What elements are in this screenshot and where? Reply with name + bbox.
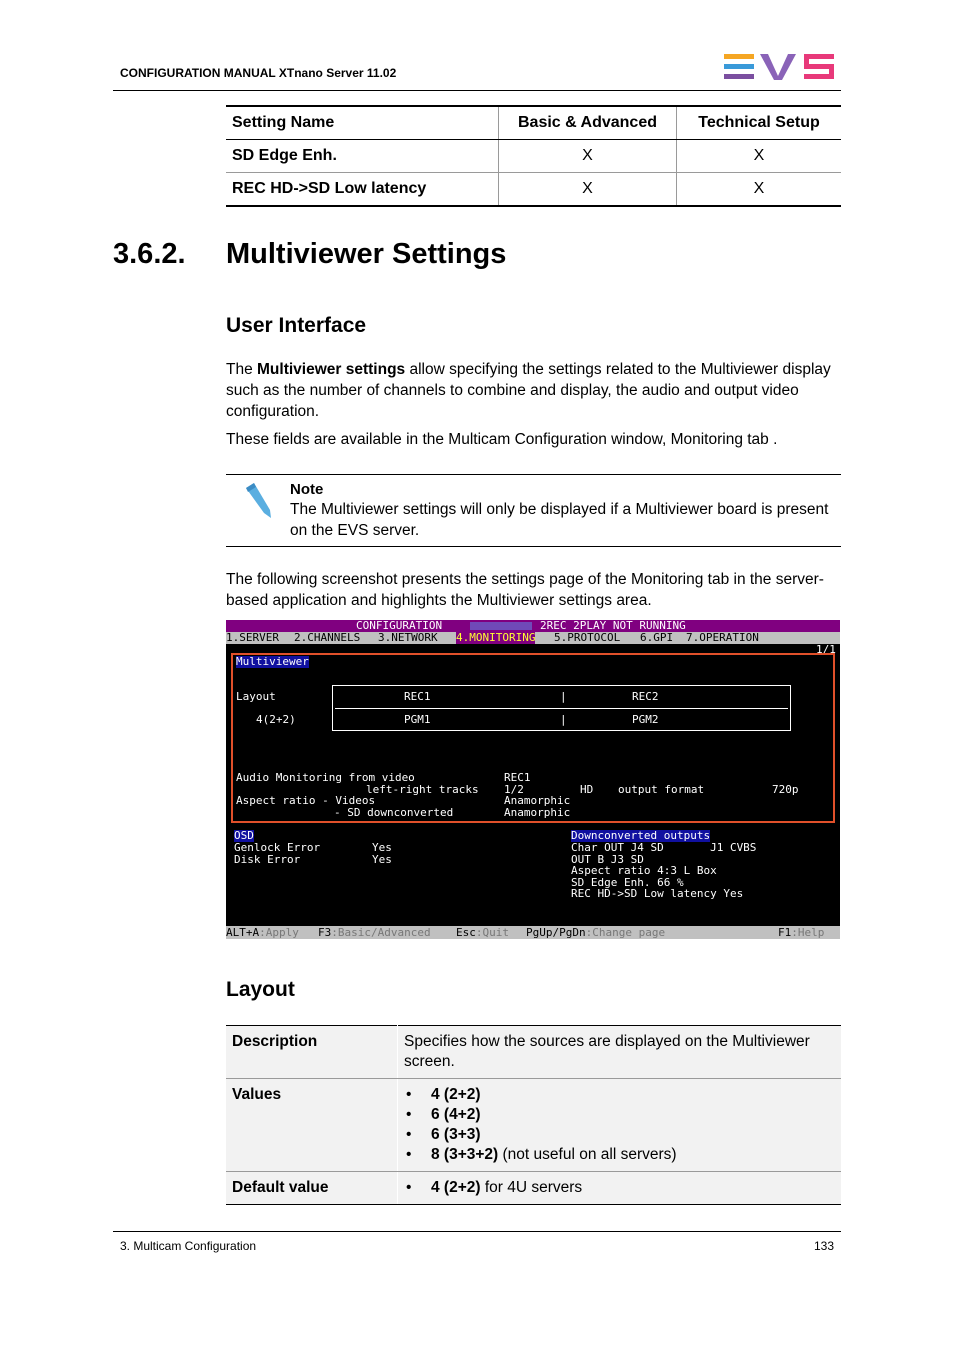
header-rule <box>113 90 841 91</box>
table-row <box>226 140 841 173</box>
description-value: Specifies how the sources are displayed on the Multiviewer screen. <box>398 1026 842 1079</box>
shortcut-apply[interactable] <box>226 927 299 939</box>
section-number: 3.6.2. <box>113 238 186 270</box>
config-title: CONFIGURATION <box>356 620 443 632</box>
header-title: CONFIGURATION MANUAL XTnano Server 11.02 <box>120 66 397 80</box>
layout-table <box>226 1025 841 1205</box>
shortcut-key: Esc <box>456 926 476 939</box>
tab-gpi[interactable]: 6.GPI <box>640 631 674 644</box>
grid-sep-1: | <box>560 690 567 703</box>
tech-value: X <box>677 140 842 173</box>
downconverted-label: Downconverted outputs <box>571 829 711 842</box>
genlock-value[interactable]: Yes <box>372 841 392 854</box>
col-setting-name: Setting Name <box>226 106 499 140</box>
aspect-value[interactable]: Anamorphic <box>504 794 571 807</box>
disk-label: Disk Error <box>234 853 301 866</box>
shortcut-basic-advanced[interactable] <box>318 927 431 939</box>
down-line: Char OUT J4 SD J1 CVBS <box>571 841 757 854</box>
note-rule-bottom <box>226 546 841 547</box>
tab-operation[interactable]: 7.OPERATION <box>686 631 759 644</box>
osd-label: OSD <box>234 829 254 842</box>
shortcut-action: :Quit <box>475 926 509 939</box>
screenshot-intro: The following screenshot presents the settings page of the Monitoring tab in the server-based application and highlights the Multiviewer settings area. <box>226 571 824 609</box>
shortcut-key: F1 <box>778 926 792 939</box>
default-cell <box>398 1172 842 1205</box>
list-item <box>404 1125 835 1145</box>
note-title: Note <box>290 481 324 498</box>
output-value[interactable]: 720p <box>772 783 799 796</box>
pencil-icon <box>240 480 274 520</box>
shortcut-action: :Help <box>791 926 825 939</box>
basic-value: X <box>499 140 677 173</box>
down-line: Aspect ratio 4:3 L Box <box>571 864 717 877</box>
tech-value: X <box>677 173 842 207</box>
tab-protocol[interactable]: 5.PROTOCOL <box>554 631 621 644</box>
evs-logo <box>724 52 836 82</box>
shortcut-key: ALT+A <box>226 926 260 939</box>
col-technical-setup: Technical Setup <box>677 106 842 140</box>
list-item <box>404 1105 835 1125</box>
intro-bold: Multiviewer settings <box>257 361 406 378</box>
grid-rec1: REC1 <box>404 690 431 703</box>
output-label: output format <box>618 783 705 796</box>
table-row <box>226 1172 841 1205</box>
default-list <box>404 1178 835 1198</box>
layout-value[interactable]: 4(2+2) <box>256 713 296 726</box>
table-header-row <box>226 106 841 140</box>
footer-chapter: 3. Multicam Configuration <box>120 1239 257 1253</box>
intro-paragraph <box>226 359 841 422</box>
sd-label: - SD downconverted <box>334 806 454 819</box>
value-bold: 6 (4+2) <box>431 1106 481 1123</box>
grid-rec2: REC2 <box>632 690 659 703</box>
value-bold: 4 (2+2) <box>431 1086 481 1103</box>
user-interface-heading: User Interface <box>226 314 367 337</box>
col-basic-advanced: Basic & Advanced <box>499 106 677 140</box>
tracks-value[interactable]: 1/2 <box>504 783 524 796</box>
shortcut-change-page[interactable] <box>526 927 665 939</box>
monitoring-screenshot <box>226 620 840 939</box>
tab-network[interactable]: 3.NETWORK <box>378 631 438 644</box>
disk-value[interactable]: Yes <box>372 853 392 866</box>
shortcut-action: :Basic/Advanced <box>331 926 431 939</box>
description-label: Description <box>226 1026 398 1079</box>
grid-sep-2: | <box>560 713 567 726</box>
values-label: Values <box>226 1079 398 1172</box>
blurred-title <box>470 622 532 630</box>
value-bold: 6 (3+3) <box>431 1126 481 1143</box>
grid-divider <box>335 708 788 709</box>
section-title: Multiviewer Settings <box>226 238 507 270</box>
layout-heading: Layout <box>226 978 295 1001</box>
intro-pre: The <box>226 361 258 378</box>
tab-monitoring[interactable]: 4.MONITORING <box>456 631 536 644</box>
layout-label: Layout <box>236 690 276 703</box>
fields-paragraph: These fields are available in the Multicam Configuration window, Monitoring tab . <box>226 431 778 448</box>
value-rest: (not useful on all servers) <box>498 1146 677 1163</box>
values-cell <box>398 1079 842 1172</box>
intro-post: allow specifying the settings related to the Multiviewer display such as the number of channels to combine and display, the audio and output video configuration. <box>226 361 831 420</box>
grid-pgm1: PGM1 <box>404 713 431 726</box>
tracks-label: left-right tracks <box>366 783 479 796</box>
down-line: OUT B J3 SD <box>571 853 644 866</box>
table-row <box>226 1026 841 1079</box>
default-bold: 4 (2+2) <box>431 1179 481 1196</box>
sd-value[interactable]: Anamorphic <box>504 806 571 819</box>
default-label: Default value <box>226 1172 398 1205</box>
shortcut-action: :Change page <box>585 926 666 939</box>
shortcut-key: PgUp/PgDn <box>526 926 586 939</box>
grid-pgm2: PGM2 <box>632 713 659 726</box>
audio-label: Audio Monitoring from video <box>236 771 415 784</box>
down-line: REC HD->SD Low latency Yes <box>571 887 744 900</box>
note-text: The Multiviewer settings will only be displayed if a Multiviewer board is present on the EVS server. <box>290 501 829 539</box>
status-text: 2REC 2PLAY NOT RUNNING <box>540 620 686 632</box>
shortcut-action: :Apply <box>259 926 299 939</box>
list-item <box>404 1145 835 1165</box>
setting-name: SD Edge Enh. <box>226 140 499 173</box>
settings-table <box>226 105 841 207</box>
tab-channels[interactable]: 2.CHANNELS <box>294 631 361 644</box>
page-indicator: 1/1 <box>816 643 836 656</box>
audio-value[interactable]: REC1 <box>504 771 531 784</box>
hd-label: HD <box>580 783 594 796</box>
shortcut-quit[interactable] <box>456 927 509 939</box>
table-row <box>226 173 841 207</box>
table-row <box>226 1079 841 1172</box>
setting-name: REC HD->SD Low latency <box>226 173 499 207</box>
default-rest: for 4U servers <box>480 1179 583 1196</box>
basic-value: X <box>499 173 677 207</box>
tab-server[interactable]: 1.SERVER <box>226 631 279 644</box>
footer-page-number: 133 <box>814 1239 835 1253</box>
values-list <box>404 1085 835 1165</box>
list-item <box>404 1085 835 1105</box>
shortcut-key: F3 <box>318 926 332 939</box>
list-item <box>404 1178 835 1198</box>
down-line: SD Edge Enh. 66 % <box>571 876 684 889</box>
note-rule-top <box>226 474 841 475</box>
genlock-label: Genlock Error <box>234 841 321 854</box>
shortcut-help[interactable] <box>778 927 824 939</box>
multiviewer-label: Multiviewer <box>236 655 309 668</box>
footer-rule <box>113 1231 841 1232</box>
value-bold: 8 (3+3+2) <box>431 1146 499 1163</box>
aspect-label: Aspect ratio - Videos <box>236 794 376 807</box>
